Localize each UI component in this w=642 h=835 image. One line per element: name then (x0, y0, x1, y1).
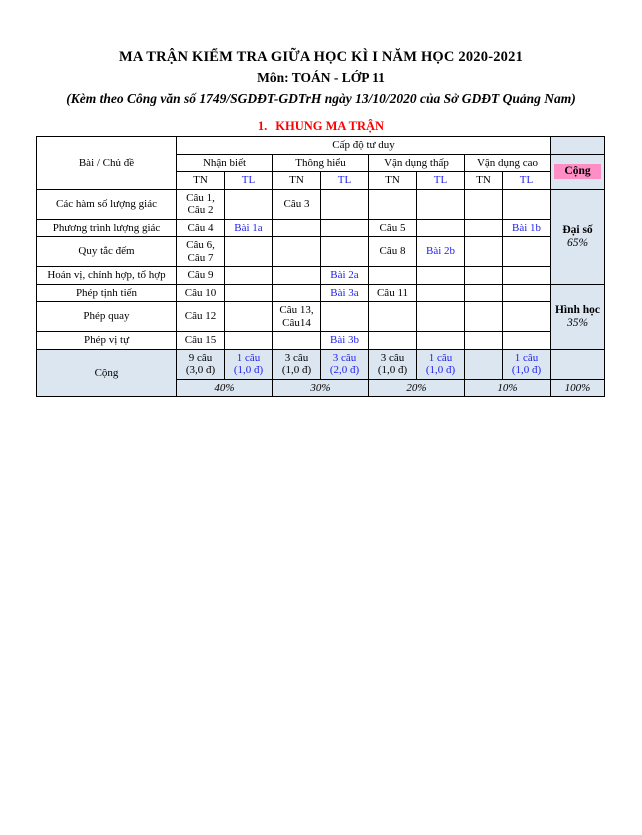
table-header-row-1 (37, 137, 605, 155)
cell-th-tn (273, 284, 321, 302)
cell-nb-tl (225, 237, 273, 267)
cell-vdc-tl (503, 332, 551, 350)
cell-vdt-tl (417, 302, 465, 332)
table-row (37, 237, 605, 267)
summary-points: (1,0 đ) (233, 364, 264, 376)
summary-points: (1,0 đ) (377, 364, 408, 376)
cell-vdt-tl (417, 284, 465, 302)
summary-vdt-tl (417, 349, 465, 379)
matrix-table-wrapper (36, 136, 604, 397)
table-row (37, 332, 605, 350)
summary-points: (3,0 đ) (185, 364, 216, 376)
summary-th-tl (321, 349, 369, 379)
summary-points: (1,0 đ) (281, 364, 312, 376)
summary-vdc-tn (465, 349, 503, 379)
cell-nb-tl: Bài 1a (225, 219, 273, 237)
cell-th-tl (321, 189, 369, 219)
cell-vdc-tn (465, 332, 503, 350)
cell-th-tn (273, 267, 321, 285)
table-row (37, 284, 605, 302)
cell-nb-tn: Câu 10 (177, 284, 225, 302)
cell-th-tn: Câu 3 (273, 189, 321, 219)
summary-nb-tn (177, 349, 225, 379)
cell-vdc-tl (503, 237, 551, 267)
cell-nb-tl (225, 267, 273, 285)
area-cell-hinh-hoc (551, 284, 605, 349)
cell-vdt-tl: Bài 2b (417, 237, 465, 267)
cell-nb-tn: Câu 1, Câu 2 (177, 189, 225, 219)
percent-van-dung-cao: 10% (465, 379, 551, 397)
cell-vdt-tn (369, 332, 417, 350)
header-total-spacer (551, 137, 605, 155)
table-row (37, 267, 605, 285)
cong-badge: Cộng (554, 164, 600, 180)
header-nb-tl: TL (225, 172, 273, 190)
row-topic: Phương trình lượng giác (37, 219, 177, 237)
cell-vdc-tl (503, 267, 551, 285)
cell-nb-tl (225, 332, 273, 350)
summary-count: 3 câu (284, 351, 309, 364)
summary-label: Cộng (37, 349, 177, 397)
cell-vdt-tl (417, 219, 465, 237)
cell-vdc-tl (503, 302, 551, 332)
cell-vdc-tn (465, 237, 503, 267)
cell-th-tn (273, 237, 321, 267)
area-percent: 35% (566, 316, 589, 329)
summary-points: (2,0 đ) (329, 364, 360, 376)
cell-nb-tn: Câu 12 (177, 302, 225, 332)
cell-vdt-tn (369, 302, 417, 332)
row-topic: Quy tắc đếm (37, 237, 177, 267)
header-group-van-dung-thap: Vận dụng thấp (369, 154, 465, 172)
row-topic: Phép quay (37, 302, 177, 332)
cell-th-tn (273, 332, 321, 350)
header-topic: Bài / Chủ đề (37, 137, 177, 190)
header-group-thong-hieu: Thông hiểu (273, 154, 369, 172)
percent-van-dung-thap: 20% (369, 379, 465, 397)
cell-nb-tn: Câu 9 (177, 267, 225, 285)
header-th-tl: TL (321, 172, 369, 190)
document-subject: Môn: TOÁN - LỚP 11 (257, 70, 385, 85)
header-total-cong (551, 154, 605, 189)
document-title: MA TRẬN KIỂM TRA GIỮA HỌC KÌ I NĂM HỌC 2020-2021 (118, 49, 524, 65)
exam-matrix-table (36, 136, 605, 397)
summary-count: 3 câu (332, 351, 357, 364)
cell-th-tn: Câu 13, Câu14 (273, 302, 321, 332)
percent-nhan-biet: 40% (177, 379, 273, 397)
document-reference-note: (Kèm theo Công văn số 1749/SGDĐT-GDTrH ngày 13/10/2020 của Sở GDĐT Quảng Nam) (66, 91, 576, 106)
header-levels: Cấp độ tư duy (177, 137, 551, 155)
table-row (37, 302, 605, 332)
cell-nb-tn: Câu 4 (177, 219, 225, 237)
summary-count: 3 câu (380, 351, 405, 364)
summary-total-spacer (551, 349, 605, 379)
cell-vdc-tn (465, 189, 503, 219)
table-row (37, 219, 605, 237)
summary-nb-tl (225, 349, 273, 379)
percent-thong-hieu: 30% (273, 379, 369, 397)
summary-count: 1 câu (428, 351, 453, 364)
title-block (0, 48, 642, 108)
cell-vdt-tl (417, 267, 465, 285)
cell-th-tn (273, 219, 321, 237)
header-vdt-tl: TL (417, 172, 465, 190)
cell-vdt-tn (369, 189, 417, 219)
cell-vdc-tn (465, 219, 503, 237)
cell-vdt-tl (417, 332, 465, 350)
cell-th-tl (321, 302, 369, 332)
summary-points: (1,0 đ) (425, 364, 456, 376)
summary-points: (1,0 đ) (511, 364, 542, 376)
header-vdt-tn: TN (369, 172, 417, 190)
cell-th-tl: Bài 3b (321, 332, 369, 350)
area-cell-dai-so (551, 189, 605, 284)
cell-nb-tn: Câu 15 (177, 332, 225, 350)
section-number: 1. (257, 119, 268, 133)
row-topic: Phép tịnh tiến (37, 284, 177, 302)
row-topic: Phép vị tự (37, 332, 177, 350)
cell-vdc-tn (465, 267, 503, 285)
cell-nb-tl (225, 302, 273, 332)
header-vdc-tn: TN (465, 172, 503, 190)
cell-vdt-tn (369, 267, 417, 285)
section-title: KHUNG MA TRẬN (275, 119, 385, 133)
header-vdc-tl: TL (503, 172, 551, 190)
cell-th-tl (321, 219, 369, 237)
summary-count: 1 câu (514, 351, 539, 364)
area-name: Đại số (562, 224, 593, 236)
summary-vdc-tl (503, 349, 551, 379)
cell-vdt-tn: Câu 8 (369, 237, 417, 267)
header-group-van-dung-cao: Vận dụng cao (465, 154, 551, 172)
cell-vdc-tn (465, 302, 503, 332)
summary-count: 1 câu (236, 351, 261, 364)
cell-vdc-tl (503, 284, 551, 302)
header-th-tn: TN (273, 172, 321, 190)
summary-count: 9 câu (188, 351, 213, 364)
cell-nb-tl (225, 189, 273, 219)
cell-vdc-tl: Bài 1b (503, 219, 551, 237)
summary-row (37, 349, 605, 379)
cell-vdt-tl (417, 189, 465, 219)
cell-th-tl: Bài 2a (321, 267, 369, 285)
summary-th-tn (273, 349, 321, 379)
row-topic: Hoán vị, chỉnh hợp, tổ hợp (37, 267, 177, 285)
table-row (37, 189, 605, 219)
area-percent: 65% (566, 236, 589, 249)
cell-vdt-tn: Câu 11 (369, 284, 417, 302)
area-name: Hình học (554, 304, 601, 316)
cell-vdt-tn: Câu 5 (369, 219, 417, 237)
row-topic: Các hàm số lượng giác (37, 189, 177, 219)
cell-nb-tn: Câu 6, Câu 7 (177, 237, 225, 267)
cell-th-tl (321, 237, 369, 267)
cell-vdc-tl (503, 189, 551, 219)
cell-nb-tl (225, 284, 273, 302)
header-nb-tn: TN (177, 172, 225, 190)
cell-vdc-tn (465, 284, 503, 302)
percent-total: 100% (551, 379, 605, 397)
cell-th-tl: Bài 3a (321, 284, 369, 302)
section-heading (0, 119, 642, 134)
summary-vdt-tn (369, 349, 417, 379)
header-group-nhan-biet: Nhận biết (177, 154, 273, 172)
